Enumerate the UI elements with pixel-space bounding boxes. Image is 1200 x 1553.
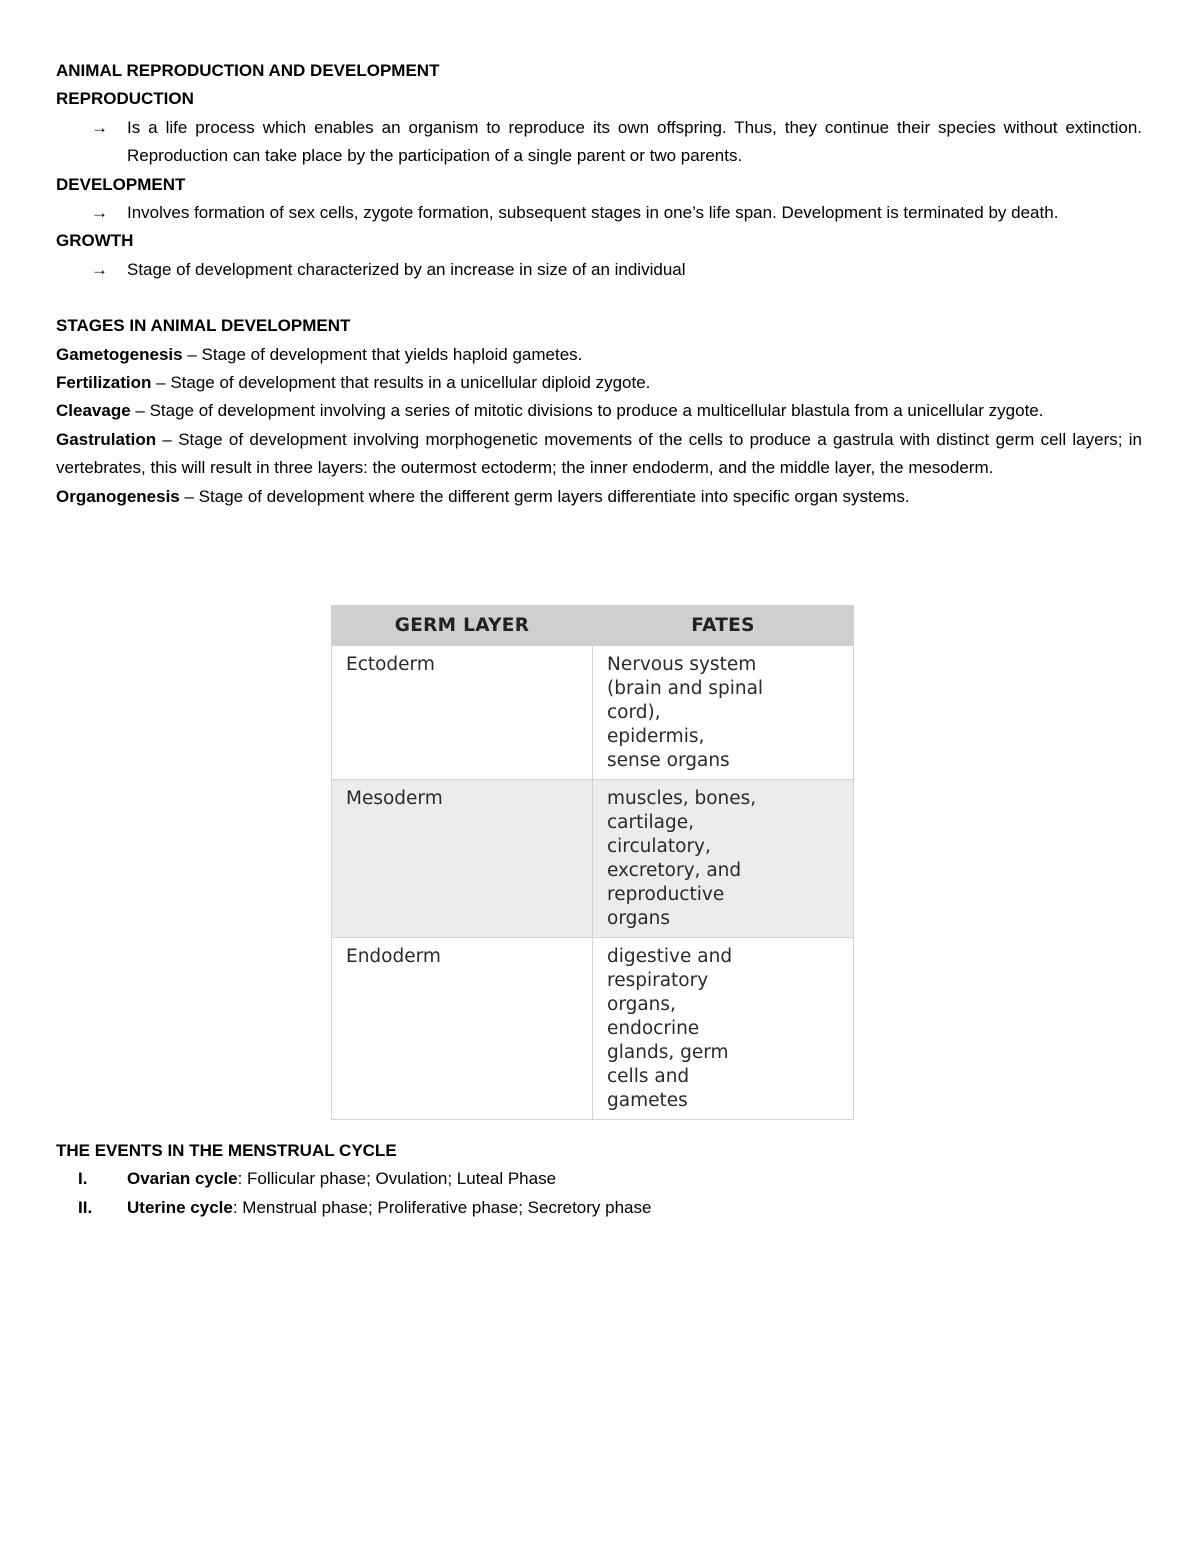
germ-layer-cell: Mesoderm: [332, 780, 593, 938]
fate-line: organs: [607, 908, 671, 929]
stage-description: Stage of development where the different germ layers differentiate into specific organ systems.: [198, 486, 910, 506]
fates-cell: [593, 938, 854, 1120]
stage-term: Organogenesis: [56, 486, 180, 506]
stage-separator: –: [182, 344, 202, 364]
menstrual-heading: THE EVENTS IN THE MENSTRUAL CYCLE: [56, 1141, 397, 1160]
fates-cell: [593, 646, 854, 780]
menstrual-section: [56, 1137, 1142, 1222]
stage-fertilization: [56, 369, 1142, 397]
fate-line: endocrine: [607, 1018, 700, 1039]
definition-text: Is a life process which enables an organism to reproduce its own offspring. Thus, they continue their species without extinction. Reproduction can take place by the participation of a single parent or two parents.: [127, 117, 1142, 166]
fate-line: digestive and: [607, 946, 733, 967]
arrow-icon: →: [91, 259, 108, 279]
cycle-description: : Follicular phase; Ovulation; Luteal Phase: [237, 1169, 557, 1189]
cycle-term: Ovarian cycle: [127, 1169, 238, 1189]
stage-cleavage: [56, 397, 1142, 425]
document-body: [56, 57, 1142, 511]
stage-description: Stage of development involving morphogenetic movements of the cells to produce a gastrula with distinct germ cell layers; in vertebrates, this will result in three layers: the outermost ectoderm; the inner endoderm, and the middle layer, the mesoderm.: [56, 429, 1143, 478]
fate-line: excretory, and: [607, 860, 742, 881]
fate-line: cartilage,: [607, 812, 694, 833]
fates-cell: [593, 780, 854, 938]
section-heading-development: DEVELOPMENT: [56, 174, 186, 194]
stage-gametogenesis: [56, 341, 1142, 369]
stage-term: Cleavage: [56, 401, 131, 421]
table-header-fates: FATES: [593, 606, 854, 646]
fate-line: muscles, bones,: [607, 788, 757, 809]
germ-layer-table: [331, 605, 854, 1120]
fate-line: reproductive: [607, 884, 725, 905]
fate-line: (brain and spinal: [607, 678, 764, 699]
stages-heading: STAGES IN ANIMAL DEVELOPMENT: [56, 316, 351, 336]
stage-separator: –: [151, 373, 171, 393]
table-row: [332, 646, 854, 780]
fate-line: glands, germ: [607, 1042, 729, 1063]
definition-text: Involves formation of sex cells, zygote formation, subsequent stages in one’s life span. Development is terminated by death.: [127, 203, 1059, 223]
fate-line: organs,: [607, 994, 676, 1015]
arrow-icon: →: [91, 117, 108, 137]
arrow-icon: →: [91, 203, 108, 223]
stage-description: Stage of development that results in a unicellular diploid zygote.: [170, 373, 651, 393]
definition-development: [56, 199, 1142, 227]
stage-separator: –: [179, 486, 199, 506]
stage-term: Gastrulation: [56, 429, 157, 449]
fate-line: cord),: [607, 702, 661, 723]
fate-line: cells and: [607, 1066, 690, 1087]
table-header-germ-layer: GERM LAYER: [332, 606, 593, 646]
germ-layer-table-image: [331, 605, 854, 1120]
stage-gastrulation: [56, 426, 1142, 483]
fate-line: sense organs: [607, 750, 730, 771]
fate-line: circulatory,: [607, 836, 711, 857]
cycle-term: Uterine cycle: [127, 1197, 233, 1217]
germ-layer-cell: Ectoderm: [332, 646, 593, 780]
stage-description: Stage of development involving a series of mitotic divisions to produce a multicellular blastula from a unicellular zygote.: [149, 401, 1044, 421]
table-row: [332, 938, 854, 1120]
fate-line: respiratory: [607, 970, 709, 991]
fate-line: Nervous system: [607, 654, 757, 675]
definition-text: Stage of development characterized by an increase in size of an individual: [127, 259, 686, 279]
table-header-row: [332, 606, 854, 646]
list-number: II.: [78, 1197, 93, 1217]
document-title: ANIMAL REPRODUCTION AND DEVELOPMENT: [56, 61, 440, 80]
stage-term: Fertilization: [56, 373, 152, 393]
stage-term: Gametogenesis: [56, 344, 183, 364]
fate-line: gametes: [607, 1090, 688, 1111]
section-heading-growth: GROWTH: [56, 231, 134, 251]
stage-organogenesis: [56, 483, 1142, 511]
fate-line: epidermis,: [607, 726, 705, 747]
stage-separator: –: [130, 401, 150, 421]
stage-description: Stage of development that yields haploid gametes.: [201, 344, 583, 364]
list-item-ovarian-cycle: [56, 1165, 1142, 1193]
section-heading-reproduction: REPRODUCTION: [56, 89, 194, 109]
list-item-uterine-cycle: [56, 1194, 1142, 1222]
definition-reproduction: [56, 114, 1142, 171]
spacer: [56, 284, 1142, 312]
stage-separator: –: [156, 429, 179, 449]
list-number: I.: [78, 1169, 88, 1189]
table-row: [332, 780, 854, 938]
germ-layer-cell: Endoderm: [332, 938, 593, 1120]
cycle-description: : Menstrual phase; Proliferative phase; Secretory phase: [232, 1197, 652, 1217]
definition-growth: [56, 256, 1142, 284]
